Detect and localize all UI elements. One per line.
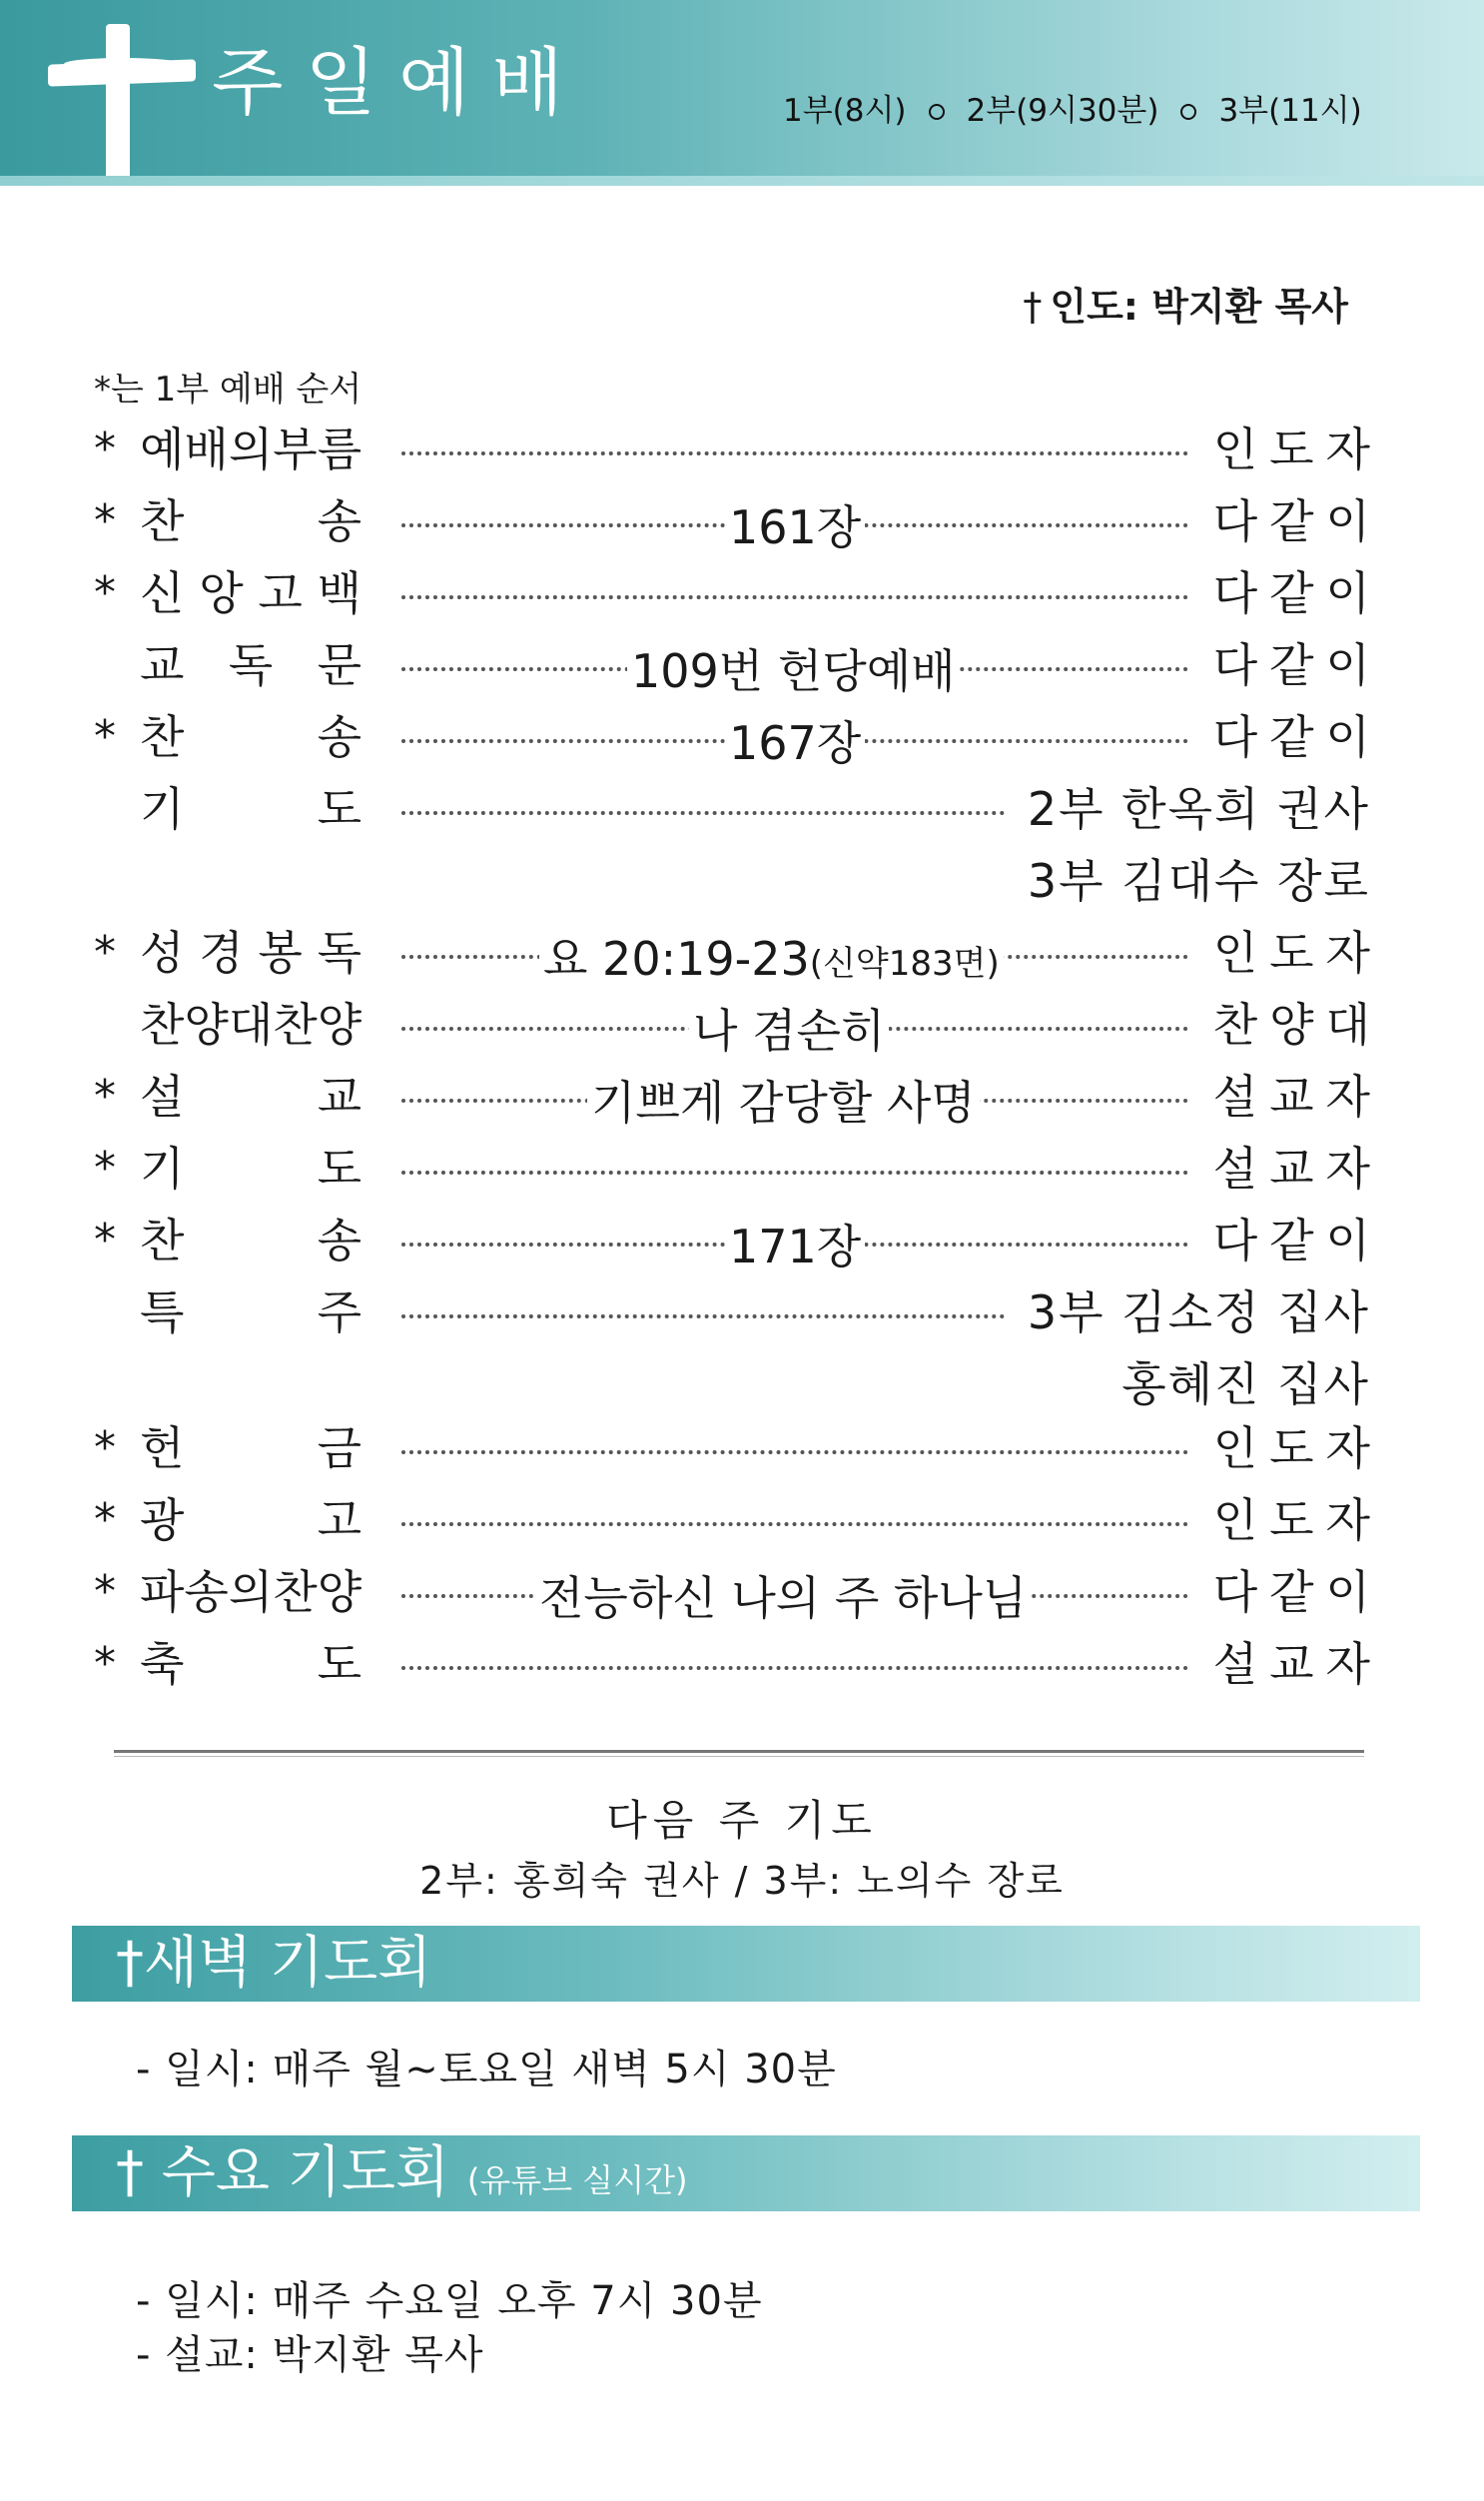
leader-text: 인도: 박지환 목사 xyxy=(1050,285,1348,329)
order-label-part: 찬양대찬양 xyxy=(140,998,363,1052)
order-content xyxy=(535,1570,1031,1626)
service-time-2: 2부(9시30분) xyxy=(966,93,1159,129)
leader-dots xyxy=(401,1314,1005,1318)
order-label-part: 주 xyxy=(317,1285,362,1339)
page-title: 주일예배 xyxy=(212,40,585,126)
order-label xyxy=(140,1213,362,1268)
order-label xyxy=(140,709,362,765)
order-respondent: 설교자 xyxy=(1212,1070,1382,1124)
order-label-part: 광 xyxy=(140,1493,185,1547)
leader-dots xyxy=(401,1522,1188,1526)
order-row xyxy=(0,637,1484,697)
order-respondent-extra: 홍혜진 집사 xyxy=(1121,1357,1370,1411)
order-content-text: 161장 xyxy=(729,500,862,554)
order-respondent: 다같이 xyxy=(1212,566,1382,620)
required-star: * xyxy=(94,567,116,618)
order-label xyxy=(140,1492,362,1548)
order-label-part: 기 xyxy=(140,782,185,836)
required-star: * xyxy=(94,1566,116,1617)
order-content xyxy=(627,643,960,699)
order-label xyxy=(140,637,362,693)
order-label xyxy=(140,1636,362,1692)
order-row xyxy=(0,1492,1484,1552)
order-label-part: 축 xyxy=(140,1637,185,1691)
order-label-part: 문 xyxy=(317,638,362,692)
order-content xyxy=(725,715,865,771)
order-label-part: 찬 xyxy=(140,494,185,548)
order-respondent: 인도자 xyxy=(1212,1421,1382,1475)
required-star: * xyxy=(94,1215,116,1265)
service-times xyxy=(783,93,1362,129)
required-star: * xyxy=(94,1071,116,1122)
order-respondent-extra: 3부 김대수 장로 xyxy=(1027,854,1370,908)
order-label-part: 경 xyxy=(199,926,244,980)
order-label-part: 찬 xyxy=(140,1214,185,1267)
order-label-part: 독 xyxy=(317,926,362,980)
order-label xyxy=(140,1141,362,1197)
order-respondent: 다같이 xyxy=(1212,1565,1382,1619)
leader-dots xyxy=(401,811,1005,815)
required-star: * xyxy=(94,495,116,546)
section-divider xyxy=(114,1750,1364,1753)
order-respondent: 설교자 xyxy=(1212,1637,1382,1691)
order-respondent: 설교자 xyxy=(1212,1142,1382,1196)
required-star: * xyxy=(94,711,116,762)
order-label-part: 도 xyxy=(317,1142,362,1196)
circle-separator-icon xyxy=(929,104,945,120)
order-content xyxy=(539,931,1004,992)
order-label xyxy=(140,421,362,477)
order-row xyxy=(0,1564,1484,1624)
order-label-part: 교 xyxy=(317,1070,362,1124)
order-row xyxy=(0,1141,1484,1201)
order-respondent: 찬양대 xyxy=(1212,998,1382,1052)
header-banner xyxy=(0,0,1484,176)
header-underline xyxy=(0,176,1484,186)
order-content-text: 전능하신 나의 주 하나님 xyxy=(539,1571,1028,1625)
order-label-part: 헌 xyxy=(140,1421,185,1475)
leader-dots xyxy=(401,1450,1188,1454)
order-label-part: 고 xyxy=(258,566,303,620)
wednesday-prayer-time: - 일시: 매주 수요일 오후 7시 30분 xyxy=(136,2278,763,2324)
order-respondent: 인도자 xyxy=(1212,1493,1382,1547)
order-content-note: (신약183면) xyxy=(809,944,1000,984)
order-content-text: 167장 xyxy=(729,716,862,770)
dagger-icon: † xyxy=(1023,285,1043,329)
required-star: * xyxy=(94,423,116,474)
circle-separator-icon xyxy=(1180,104,1196,120)
order-label-part: 송 xyxy=(317,710,362,764)
order-respondent: 2부 한옥희 권사 xyxy=(1027,782,1370,836)
order-label-part: 송 xyxy=(317,1214,362,1267)
dawn-prayer-title: †새벽 기도회 xyxy=(116,1931,432,1996)
order-content-text: 기쁘게 감당할 사명 xyxy=(591,1076,976,1130)
order-respondent: 다같이 xyxy=(1212,494,1382,548)
order-content-text: 109번 헌당예배 xyxy=(631,644,956,698)
leader-dots xyxy=(401,451,1188,455)
order-label xyxy=(140,493,362,549)
order-note: *는 1부 예배 순서 xyxy=(94,370,363,410)
required-star: * xyxy=(94,1494,116,1545)
order-respondent: 3부 김소정 집사 xyxy=(1027,1285,1370,1339)
order-label-part: 도 xyxy=(317,782,362,836)
order-label xyxy=(140,1564,362,1620)
leader-dots xyxy=(401,595,1188,599)
next-prayer-title: 다음 주 기도 xyxy=(606,1796,878,1845)
section-divider-thin xyxy=(114,1756,1364,1757)
order-label-part: 송 xyxy=(317,494,362,548)
order-content xyxy=(587,1075,980,1131)
order-row xyxy=(0,1213,1484,1272)
dawn-prayer-info: - 일시: 매주 월~토요일 새벽 5시 30분 xyxy=(136,2047,837,2092)
required-star: * xyxy=(94,927,116,978)
order-label xyxy=(140,1284,362,1340)
order-label-part: 파송의찬양 xyxy=(140,1565,363,1619)
order-label-part: 성 xyxy=(140,926,185,980)
required-star: * xyxy=(94,1143,116,1194)
wednesday-prayer-subtitle: (유튜브 실시간) xyxy=(466,2161,688,2199)
order-label xyxy=(140,925,362,981)
order-row xyxy=(0,1284,1484,1344)
order-label-part: 백 xyxy=(317,566,362,620)
worship-leader xyxy=(1023,276,1348,331)
order-label xyxy=(140,565,362,621)
order-content-text: 요 20:19-23 xyxy=(543,932,810,986)
leader-dots xyxy=(401,1171,1188,1175)
order-row xyxy=(0,493,1484,553)
order-content xyxy=(725,499,865,555)
order-content-text: 나 겸손히 xyxy=(693,1004,886,1058)
order-respondent: 인도자 xyxy=(1212,926,1382,980)
wednesday-prayer-title: † 수요 기도회 xyxy=(116,2140,450,2205)
wednesday-prayer-preacher: - 설교: 박지환 목사 xyxy=(136,2332,484,2378)
order-label-part: 금 xyxy=(317,1421,362,1475)
order-respondent: 다같이 xyxy=(1212,1214,1382,1267)
order-content-text: 171장 xyxy=(729,1220,862,1273)
order-label-part: 고 xyxy=(317,1493,362,1547)
order-row xyxy=(0,781,1484,841)
service-time-3: 3부(11시) xyxy=(1218,93,1362,129)
order-respondent: 다같이 xyxy=(1212,638,1382,692)
order-label xyxy=(140,1420,362,1476)
order-respondent: 다같이 xyxy=(1212,710,1382,764)
order-content xyxy=(725,1219,865,1274)
order-label xyxy=(140,781,362,837)
order-respondent: 인도자 xyxy=(1212,422,1382,476)
order-label-part: 예배의부름 xyxy=(140,422,363,476)
order-label-part: 신 xyxy=(140,566,185,620)
leader-dots xyxy=(401,1666,1188,1670)
next-prayer-body: 2부: 홍희숙 권사 / 3부: 노의수 장로 xyxy=(419,1859,1065,1903)
order-label-part: 봉 xyxy=(258,926,303,980)
order-label-part: 찬 xyxy=(140,710,185,764)
order-label-part: 설 xyxy=(140,1070,185,1124)
dawn-prayer-bar xyxy=(72,1926,1420,2002)
order-label-part: 앙 xyxy=(199,566,244,620)
order-row xyxy=(0,565,1484,625)
order-row xyxy=(0,925,1484,985)
order-row xyxy=(0,1636,1484,1696)
order-label-part: 도 xyxy=(317,1637,362,1691)
service-time-1: 1부(8시) xyxy=(783,93,907,129)
order-label-part: 교 xyxy=(140,638,185,692)
order-label-part: 독 xyxy=(228,638,274,692)
required-star: * xyxy=(94,1638,116,1689)
order-label xyxy=(140,997,362,1053)
order-row xyxy=(0,421,1484,481)
order-label-part: 특 xyxy=(140,1285,185,1339)
order-label xyxy=(140,1069,362,1125)
wednesday-prayer-heading xyxy=(116,2141,688,2212)
order-label-part: 기 xyxy=(140,1142,185,1196)
cross-icon xyxy=(106,24,130,188)
wednesday-prayer-bar xyxy=(72,2135,1420,2211)
order-content xyxy=(689,1003,889,1059)
order-row xyxy=(0,1420,1484,1480)
order-row xyxy=(0,1069,1484,1129)
order-row xyxy=(0,709,1484,769)
order-row xyxy=(0,997,1484,1057)
required-star: * xyxy=(94,1422,116,1473)
